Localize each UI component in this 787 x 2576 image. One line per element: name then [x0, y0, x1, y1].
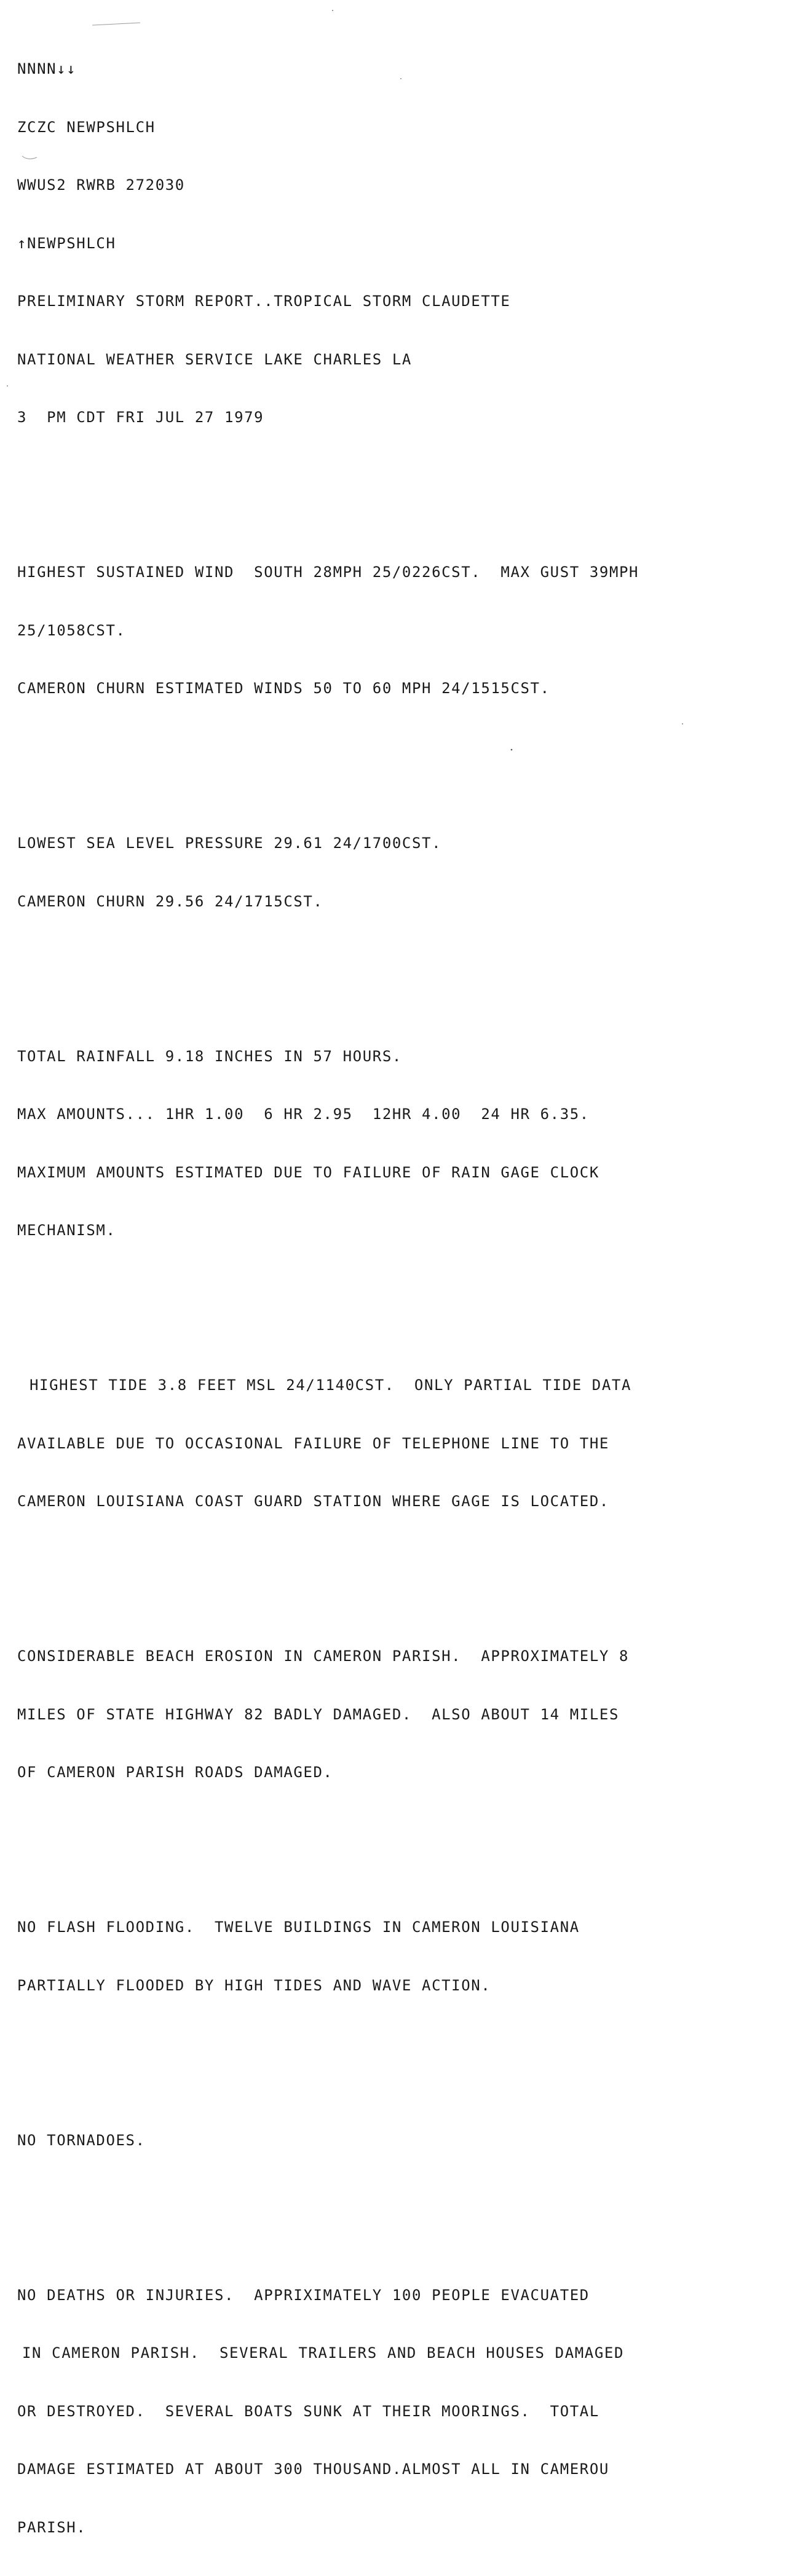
casualties-line-5: PARISH.: [17, 2518, 87, 2536]
report-title: PRELIMINARY STORM REPORT..TROPICAL STORM CLAUDETTE: [17, 293, 511, 310]
speck: [332, 10, 333, 11]
speck: [7, 385, 8, 387]
wind-line-3: CAMERON CHURN ESTIMATED WINDS 50 TO 60 MPH 24/1515CST.: [17, 680, 550, 697]
spacer: [17, 2209, 780, 2228]
erosion-line-1: CONSIDERABLE BEACH EROSION IN CAMERON PARISH. APPROXIMATELY 8: [17, 1647, 630, 1665]
spacer: [17, 1569, 780, 1589]
rainfall-line-1: TOTAL RAINFALL 9.18 INCHES IN 57 HOURS.: [17, 1047, 402, 1065]
report-office: NATIONAL WEATHER SERVICE LAKE CHARLES LA: [17, 350, 412, 368]
pressure-line-1: LOWEST SEA LEVEL PRESSURE 29.61 24/1700CST.: [17, 834, 442, 852]
casualties-line-2: IN CAMERON PARISH. SEVERAL TRAILERS AND BEACH HOUSES DAMAGED: [22, 2344, 625, 2362]
spacer: [17, 1840, 780, 1860]
flooding-line-2: PARTIALLY FLOODED BY HIGH TIDES AND WAVE ACTION.: [17, 1976, 491, 1994]
rainfall-line-2: MAX AMOUNTS... 1HR 1.00 6 HR 2.95 12HR 4.00 24 HR 6.35.: [17, 1105, 590, 1123]
spacer: [17, 1298, 780, 1318]
erosion-line-3: OF CAMERON PARISH ROADS DAMAGED.: [17, 1764, 333, 1781]
header-line-2: ZCZC NEWPSHLCH: [17, 118, 156, 136]
wind-line-1: HIGHEST SUSTAINED WIND SOUTH 28MPH 25/0226CST. MAX GUST 39MPH: [17, 564, 639, 581]
header-line-1: NNNN↓↓: [17, 60, 77, 77]
tide-line-3: CAMERON LOUISIANA COAST GUARD STATION WHERE GAGE IS LOCATED.: [17, 1493, 609, 1510]
wind-line-2: 25/1058CST.: [17, 621, 126, 639]
spacer: [17, 485, 780, 505]
spacer: [17, 2054, 780, 2073]
pressure-line-2: CAMERON CHURN 29.56 24/1715CST.: [17, 892, 323, 910]
tornadoes-line-1: NO TORNADOES.: [17, 2131, 146, 2149]
erosion-line-2: MILES OF STATE HIGHWAY 82 BADLY DAMAGED. ALSO ABOUT 14 MILES: [17, 1705, 620, 1723]
rainfall-line-3: MAXIMUM AMOUNTS ESTIMATED DUE TO FAILURE OF RAIN GAGE CLOCK: [17, 1163, 599, 1181]
casualties-line-3: OR DESTROYED. SEVERAL BOATS SUNK AT THEIR MOORINGS. TOTAL: [17, 2402, 599, 2420]
spacer: [17, 756, 780, 776]
casualties-line-1: NO DEATHS OR INJURIES. APPRIXIMATELY 100 PEOPLE EVACUATED: [17, 2286, 590, 2304]
spacer: [17, 970, 780, 989]
report-date: 3 PM CDT FRI JUL 27 1979: [17, 409, 264, 426]
header-line-4: ↑NEWPSHLCH: [17, 234, 116, 252]
header-line-3: WWUS2 RWRB 272030: [17, 176, 185, 194]
tide-line-1: HIGHEST TIDE 3.8 FEET MSL 24/1140CST. ONLY PARTIAL TIDE DATA: [30, 1376, 632, 1394]
rainfall-line-4: MECHANISM.: [17, 1222, 116, 1239]
storm-report-text: [17, 21, 780, 2576]
flooding-line-1: NO FLASH FLOODING. TWELVE BUILDINGS IN CAMERON LOUISIANA: [17, 1918, 580, 1936]
casualties-line-4: DAMAGE ESTIMATED AT ABOUT 300 THOUSAND.ALMOST ALL IN CAMEROU: [17, 2460, 609, 2478]
tide-line-2: AVAILABLE DUE TO OCCASIONAL FAILURE OF TELEPHONE LINE TO THE: [17, 1434, 609, 1452]
